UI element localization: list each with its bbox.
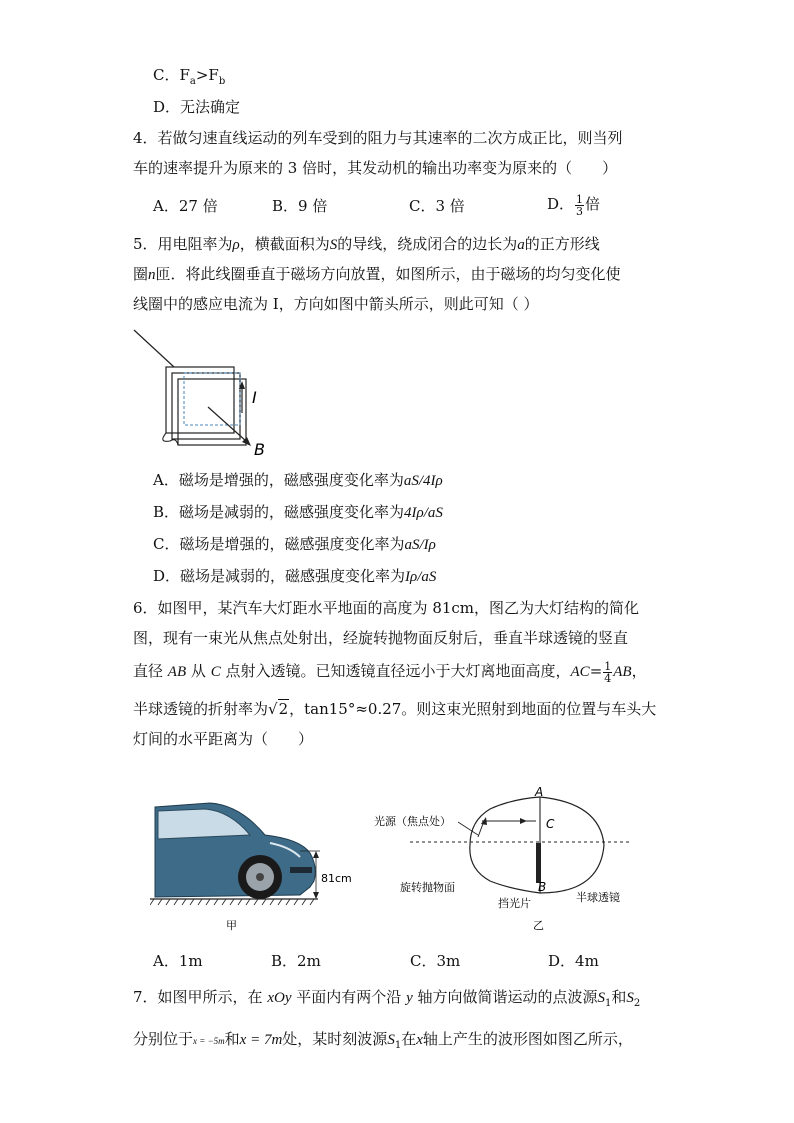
fig-label-blocker: 挡光片 [498,897,531,910]
q3-option-d: D．无法确定 [153,98,241,116]
fraction-one-quarter: $\frac{1}{4}$ [604,659,612,685]
q4-stem-line1: 4．若做匀速直线运动的列车受到的阻力与其速率的二次方成正比，则当列 [133,129,623,147]
q6-option-b: B．2m [271,952,321,970]
fig-label-b: B [254,440,265,459]
fig-label-i: I [252,388,257,407]
q6-option-d: D．4m [548,952,599,970]
fig-label-b: B [538,880,547,894]
coil-figure [130,325,280,460]
q5-option-c: C．磁场是增强的，磁感强度变化率为aS/Iρ [153,535,436,553]
q4-stem-line2: 车的速率提升为原来的 3 倍时，其发动机的输出功率变为原来的（ ） [133,159,618,177]
fig-height-label: 81cm [321,872,352,885]
q4-option-c: C．3 倍 [409,197,465,215]
q6-option-c: C．3m [410,952,461,970]
fraction-one-third: $\frac{1}{3}$ [576,192,584,218]
q7-stem-line2: 分别位于x = −5m和x = 7m处，某时刻波源$S_1$在x轴上产生的波形图如图乙所示， [133,1030,633,1051]
q6-stem-line4: 半球透镜的折射率为√2，tan15°≈0.27。则这束光照射到地面的位置与车头大 [133,700,657,718]
q5-option-d: D．磁场是减弱的，磁感强度变化率为Iρ/aS [153,567,437,585]
q6-stem-line3: 直径 AB 从 C 点射入透镜。已知透镜直径远小于大灯离地面高度，AC= $\frac{1}{4}$ AB， [133,659,647,685]
q5-option-b: B．磁场是减弱的，磁感强度变化率为4Iρ/aS [153,503,443,521]
fig-label-parabolic: 旋转抛物面 [400,881,455,894]
q5-stem-line3: 线圈中的感应电流为 I，方向如图中箭头所示，则此可知（ ） [133,295,539,313]
fig-label-jia: 甲 [226,919,237,932]
fig-label-yi: 乙 [533,919,544,932]
fig-label-lens: 半球透镜 [576,891,620,904]
q4-option-a: A．27 倍 [153,197,218,215]
car-figure [150,795,365,940]
lamp-figure [370,785,640,940]
q7-stem-line1: 7．如图甲所示，在 xOy 平面内有两个沿 y 轴方向做简谐运动的点波源$S_1$和$S_2$ [133,988,641,1009]
q5-stem-line1: 5．用电阻率为ρ，横截面积为S的导线，绕成闭合的边长为a的正方形线 [133,235,600,253]
sqrt-two: √2 [268,700,289,718]
q6-option-a: A．1m [153,952,203,970]
q6-stem-line5: 灯间的水平距离为（ ） [133,730,314,748]
q6-stem-line1: 6．如图甲，某汽车大灯距水平地面的高度为 81cm，图乙为大灯结构的简化 [133,599,640,617]
q4-option-b: B．9 倍 [272,197,328,215]
fig-label-c: C [546,817,555,831]
q6-stem-line2: 图，现有一束光从焦点处射出，经旋转抛物面反射后，垂直半球透镜的竖直 [133,629,629,647]
fig-label-a: A [535,785,544,799]
q5-option-a: A．磁场是增强的，磁感强度变化率为aS/4Iρ [153,471,443,489]
q3-option-c: C．$F_a>F_b$ [153,66,226,87]
fig-label-source: 光源（焦点处） [374,815,451,828]
q4-option-d: D． $\frac{1}{3}$ 倍 [547,192,601,218]
q5-stem-line2: 圈n匝．将此线圈垂直于磁场方向放置，如图所示，由于磁场的均匀变化使 [133,265,621,283]
